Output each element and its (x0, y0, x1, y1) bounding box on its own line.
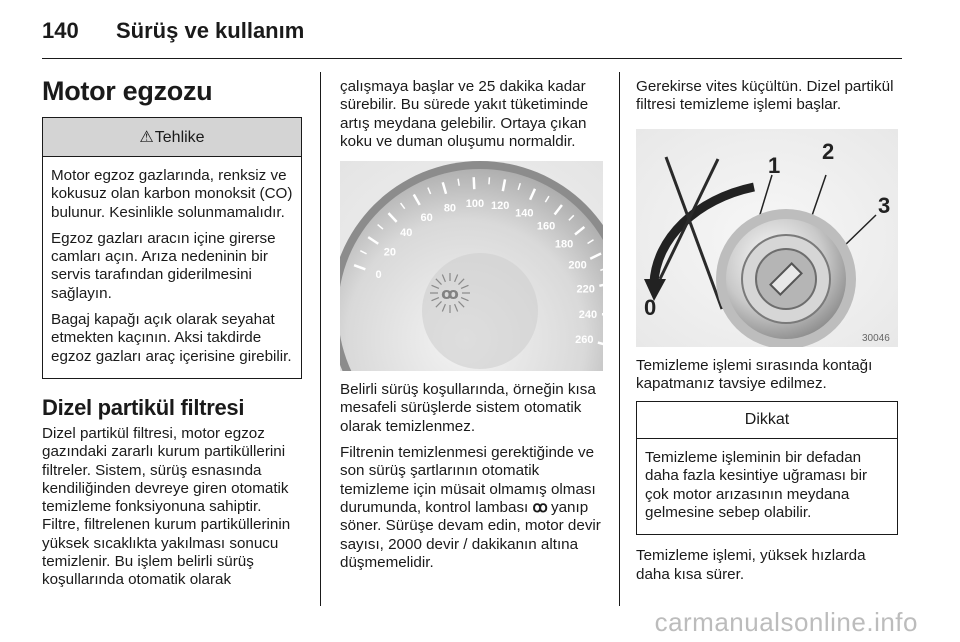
danger-box-body (43, 157, 301, 378)
danger-paragraph: Bagaj kapağı açık olarak seyahat etmekten kaçının. Aksi takdirde egzoz gazları araç içerisine girebilir. (51, 311, 292, 365)
dial-label: 200 (568, 259, 587, 272)
header-rule (42, 58, 902, 59)
note-box (636, 401, 898, 535)
dial-label: 260 (575, 334, 594, 347)
chapter-title: Sürüş ve kullanım (116, 18, 305, 43)
dial-label: 80 (443, 202, 457, 215)
dial-center (422, 253, 538, 369)
note-paragraph: Temizleme işleminin bir defadan daha fazla kesintiye uğraması bir çok motor arızasının meydana gelmesine sebep olabilir. (645, 449, 868, 522)
dial-label: 0 (375, 269, 382, 282)
note-box-body (637, 439, 897, 534)
body-paragraph: çalışmaya başlar ve 25 dakika kadar sürebilir. Bu sürede yakıt tüketiminde artış meydana gelebilir. Ortaya çıkan koku ve duman oluşumu normaldir. (340, 78, 589, 150)
position-label-1: 1 (768, 152, 781, 178)
dial-label: 160 (536, 220, 556, 233)
position-label-3: 3 (878, 192, 891, 218)
speedometer-figure (340, 161, 603, 371)
column-divider-2 (619, 72, 620, 606)
dial-label: 120 (491, 200, 510, 213)
body-text: Filtrenin temizlenmesi gerektiğinde ve son sürüş şartlarının otomatik temizleme için müsait olmamış olması durumunda, kontrol lambası (340, 444, 596, 516)
body-paragraph: Temizleme işlemi, yüksek hızlarda daha kısa sürer. (636, 547, 866, 583)
body-text: yanıp söner. Sürüşe devam edin, motor devir sayısı, 2000 devir / dakikanın altına düşmemelidir. (340, 498, 601, 571)
dial-label: 20 (383, 246, 397, 259)
dpf-lamp-icon: ꝏ (532, 498, 547, 516)
dial-label: 140 (515, 207, 534, 220)
position-label-2: 2 (822, 138, 835, 164)
note-box-header: Dikkat (637, 402, 897, 439)
watermark: carmanualsonline.info (654, 607, 918, 637)
danger-paragraph: Motor egzoz gazlarında, renksiz ve kokusuz olan karbon monoksit (CO) bulunur. Kesinlikle solunmamalıdır. (51, 167, 293, 221)
body-paragraph: Belirli sürüş koşullarında, örneğin kısa mesafeli sürüşlerde sistem otomatik olarak temizlenmez. (340, 381, 596, 435)
position-label-0: 0 (644, 294, 657, 320)
body-paragraph (340, 444, 603, 572)
dial-label: 60 (420, 212, 433, 225)
dial-label: 180 (554, 238, 574, 251)
page-number: 140 (42, 18, 79, 43)
dial-tick (474, 177, 475, 189)
dial-label: 40 (400, 227, 413, 240)
section-title: Motor egzozu (42, 76, 213, 106)
ignition-figure (636, 129, 898, 347)
column-2 (340, 72, 603, 580)
danger-box-title: Tehlike (154, 129, 205, 146)
ignition-switch-illustration (636, 129, 898, 347)
column-divider-1 (320, 72, 321, 606)
column-1 (42, 72, 302, 598)
danger-box-header (43, 118, 301, 157)
body-paragraph: Dizel partikül filtresi, motor egzoz gazındaki zararlı kurum partiküllerini filtreler. Sistem, sürüş esnasında kendiliğinden devreye giren otomatik temizleme fonksiyonuna sahiptir. Filtre, filtrelenen kurum partiküllerinin yüksek sıcaklıkta yakılması sonucu temizlenir. Bu işlem belirli sürüş koşullarında otomatik olarak (42, 424, 291, 589)
dial-label: 220 (576, 283, 595, 296)
subsection-title: Dizel partikül filtresi (42, 394, 245, 420)
danger-paragraph: Egzoz gazları aracın içine girerse camları açın. Arıza nedeninin bir servis tarafından giderilmesini sağlayın. (51, 229, 276, 302)
dial-label: 240 (578, 309, 598, 322)
speedometer-illustration (340, 161, 603, 371)
body-paragraph: Gerekirse vites küçültün. Dizel partikül filtresi temizleme işlemi başlar. (636, 78, 894, 114)
dial-label: 100 (465, 198, 485, 211)
figure-number: 30046 (862, 332, 890, 344)
warning-triangle-icon: ⚠ (139, 129, 154, 146)
danger-box (42, 117, 302, 379)
body-paragraph: Temizleme işlemi sırasında kontağı kapatmanız tavsiye edilmez. (636, 356, 873, 392)
column-3 (636, 72, 898, 592)
